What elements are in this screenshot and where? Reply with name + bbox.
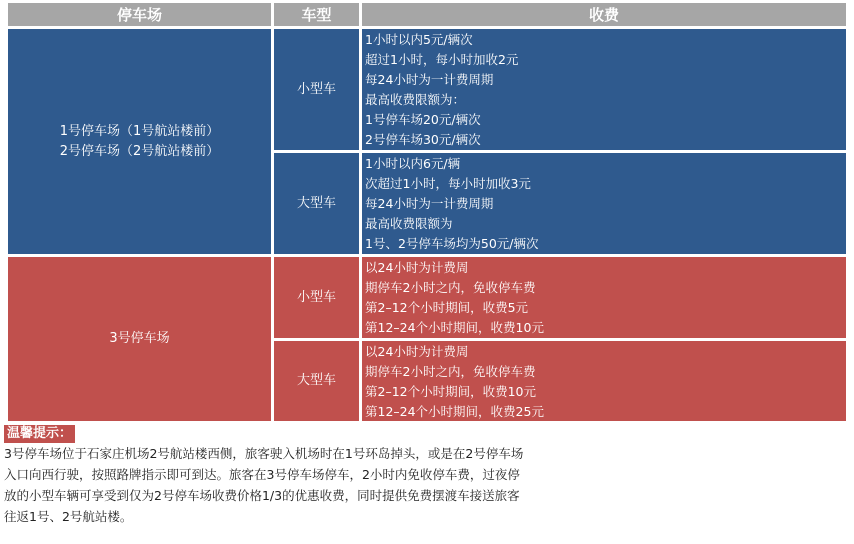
fee-cell: [362, 153, 846, 254]
fee-line: 期停车2小时之内，免收停车费: [365, 364, 536, 379]
lot-name-line: 3号停车场: [109, 331, 170, 346]
vehicle-type-large: 大型车: [274, 153, 359, 254]
tip-line: 往返1号、2号航站楼。: [4, 509, 133, 524]
fee-line: 最高收费限额为：: [365, 92, 466, 107]
fee-line: 第12–24个小时期间，收费10元: [365, 320, 544, 335]
header-fee: 收费: [362, 3, 846, 26]
fee-line: 以24小时为计费周: [365, 260, 469, 275]
lot-cell-lot-3: [8, 257, 271, 421]
fee-line: 期停车2小时之内，免收停车费: [365, 280, 536, 295]
header-lot: 停车场: [8, 3, 271, 26]
header-vehicle-type: 车型: [274, 3, 359, 26]
tip-line: 3号停车场位于石家庄机场2号航站楼西侧，旅客驶入机场时在1号环岛掉头，或是在2号停车场: [4, 446, 524, 461]
fee-line: 次超过1小时，每小时加收3元: [365, 176, 531, 191]
fee-line: 最高收费限额为: [365, 216, 453, 231]
fee-line: 超过1小时，每小时加收2元: [365, 52, 519, 67]
vehicle-type-small: 小型车: [274, 257, 359, 338]
tip-label: 温馨提示：: [4, 425, 75, 443]
fee-cell: [362, 341, 846, 421]
fee-line: 第2–12个小时期间，收费10元: [365, 384, 537, 399]
fee-line: 1号、2号停车场均为50元/辆次: [365, 236, 539, 251]
lot-cell-terminal-1-2: [8, 29, 271, 254]
vehicle-type-small: 小型车: [274, 29, 359, 150]
fee-line: 第2–12个小时期间，收费5元: [365, 300, 529, 315]
fee-line: 1小时以内6元/辆: [365, 156, 461, 171]
lot-name-line: 1号停车场（1号航站楼前）: [59, 123, 220, 139]
fee-line: 每24小时为一计费周期: [365, 72, 494, 87]
lot-name-line: 2号停车场（2号航站楼前）: [59, 143, 220, 159]
fee-line: 1号停车场20元/辆次: [365, 112, 481, 127]
lot-name: [60, 122, 220, 162]
fee-cell: [362, 257, 846, 338]
lot-name: [109, 329, 169, 349]
fee-line: 1小时以内5元/辆次: [365, 32, 473, 47]
fee-line: 每24小时为一计费周期: [365, 196, 494, 211]
fee-line: 第12–24个小时期间，收费25元: [365, 404, 544, 419]
fee-cell: [362, 29, 846, 150]
vehicle-type-large: 大型车: [274, 341, 359, 421]
fee-line: 以24小时为计费周: [365, 344, 469, 359]
fee-line: 2号停车场30元/辆次: [365, 132, 481, 147]
tip-line: 入口向西行驶，按照路牌指示即可到达。旅客在3号停车场停车，2小时内免收停车费，过夜停: [4, 467, 520, 482]
tip-line: 放的小型车辆可享受到仅为2号停车场收费价格1/3的优惠收费，同时提供免费摆渡车接送旅客: [4, 488, 520, 503]
